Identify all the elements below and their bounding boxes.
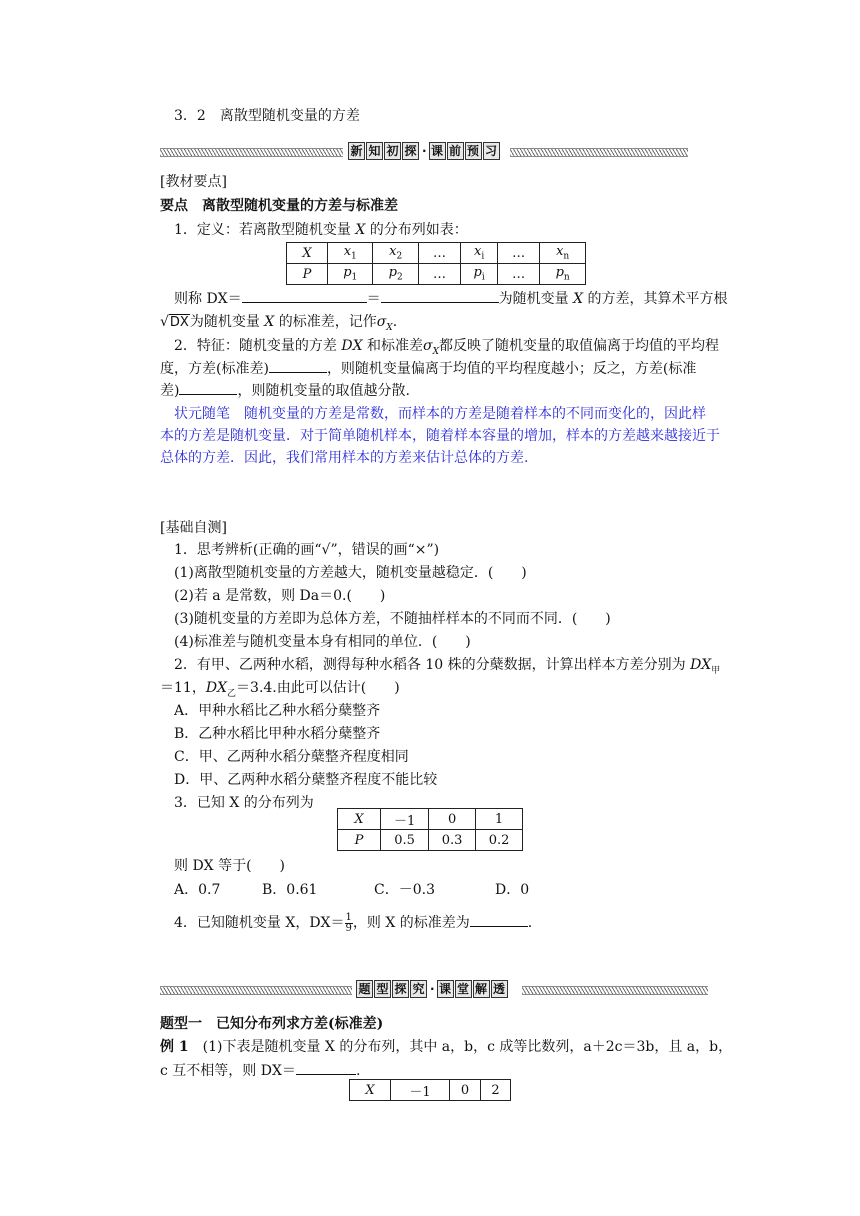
distribution-table-q3 <box>337 808 523 851</box>
badge-char: 习 <box>483 142 500 160</box>
question-1-item: (4)标准差与随机变量本身有相同的单位．( ) <box>174 634 471 650</box>
badge-char: 题 <box>356 980 373 998</box>
question-2-line-2: ＝11，$DX_乙=3.4$.由此可以估计( ) <box>160 680 400 699</box>
banner-badge: 新 知 初 探 · 课 前 预 习 <box>348 142 501 160</box>
question-2-option: A．甲种水稻比乙种水稻分蘖整齐 <box>174 703 381 719</box>
definition-line: 1．定义：若离散型随机变量 X 的分布列如表： <box>174 222 468 238</box>
banner-hatch-right <box>510 148 688 157</box>
badge-char: 课 <box>429 142 446 160</box>
std-definition-line: √DX为随机变量 X 的标准差，记作$\sigma_X$. <box>160 314 398 333</box>
question-2-option: C．甲、乙两种水稻分蘖整齐程度相同 <box>174 749 409 765</box>
section-title: 3．2 离散型随机变量的方差 <box>174 108 360 124</box>
table-row: X $x_1$ $x_2$ … $x_i$ … $x_n$ <box>287 243 586 264</box>
badge-char: 前 <box>447 142 464 160</box>
feature-line-2: 度，方差(标准差) ，则随机变量偏离于均值的平均程度越小；反之，方差(标准 <box>160 358 696 379</box>
question-3-line: 3．已知 X 的分布列为 <box>174 795 314 811</box>
table-row: P 0.5 0.3 0.2 <box>338 830 523 851</box>
fraction: $\frac{1}{9}$ <box>345 911 352 934</box>
question-3-option: B．0.61 <box>262 882 318 898</box>
banner-hatch-right <box>522 986 708 995</box>
section-banner-preview <box>160 144 690 160</box>
badge-char: 探 <box>402 142 419 160</box>
badge-char: 究 <box>410 980 427 998</box>
note-line-1: 状元随笔 随机变量的方差是常数，而样本的方差是随着样本的不同而变化的，因此样 <box>174 406 706 422</box>
self-test-label: [基础自测] <box>160 520 227 536</box>
badge-char: 型 <box>374 980 391 998</box>
section-banner-explore <box>160 982 708 998</box>
question-3-option: A．0.7 <box>174 882 221 898</box>
variance-definition-line: 则称 DX＝ ＝ 为随机变量 X 的方差，其算术平方根 <box>174 288 728 309</box>
note-line-2: 本的方差是随机变量．对于简单随机样本，随着样本容量的增加，样本的方差越来越接近于 <box>160 428 720 444</box>
table-row: P $p_1$ $p_2$ … $p_i$ … $p_n$ <box>287 264 586 285</box>
question-1-title: 1．思考辨析(正确的画“√”，错误的画“×”) <box>174 542 440 558</box>
badge-char: 预 <box>465 142 482 160</box>
feature-line-3: 差) ，则随机变量的取值越分散. <box>160 380 410 401</box>
badge-char: 初 <box>384 142 401 160</box>
question-1-item: (3)随机变量的方差即为总体方差，不随抽样样本的不同而不同．( ) <box>174 611 611 627</box>
badge-char: 新 <box>348 142 365 160</box>
badge-char: 知 <box>366 142 383 160</box>
question-1-item: (1)离散型随机变量的方差越大，随机变量越稳定．( ) <box>174 565 527 581</box>
table-row: X －1 0 1 <box>338 809 523 830</box>
textbook-points-label: [教材要点] <box>160 174 227 190</box>
key-point-heading: 要点 离散型随机变量的方差与标准差 <box>160 198 398 214</box>
question-1-item: (2)若 a 是常数，则 Da＝0.( ) <box>174 588 386 604</box>
badge-char: 堂 <box>455 980 472 998</box>
distribution-table-example-1 <box>349 1079 511 1101</box>
question-2-option: B．乙种水稻比甲种水稻分蘖整齐 <box>174 726 381 742</box>
distribution-table-general <box>286 242 586 285</box>
badge-char: 透 <box>491 980 508 998</box>
type-1-heading: 题型一 已知分布列求方差(标准差) <box>160 1016 384 1032</box>
sqrt-dx: √DX <box>160 314 189 330</box>
question-2-option: D．甲、乙两种水稻分蘖整齐程度不能比较 <box>174 772 438 788</box>
question-4-line: 4．已知随机变量 X，DX＝ $\frac{1}{9}$ ，则 X 的标准差为 . <box>174 911 533 934</box>
example-1-line-2: c 互不相等，则 DX＝ . <box>160 1060 360 1081</box>
banner-hatch-left <box>160 986 352 995</box>
example-1-line-1: 例 1 (1)下表是随机变量 X 的分布列，其中 a，b，c 成等比数列，a＋2c＝3b，且 a，b， <box>160 1039 733 1055</box>
question-2-line-1: 2．有甲、乙两种水稻，测得每种水稻各 10 株的分蘖数据，计算出样本方差分别为 $DX_甲$ <box>174 657 721 676</box>
question-3-option: D．0 <box>495 882 530 898</box>
badge-char: 课 <box>437 980 454 998</box>
feature-line-1: 2．特征：随机变量的方差 DX 和标准差$\sigma_X$都反映了随机变量的取值偏离于均值的平均程 <box>174 338 720 357</box>
question-3-option: C．－0.3 <box>374 882 435 898</box>
badge-char: 探 <box>392 980 409 998</box>
table-row: X －1 0 2 <box>350 1080 511 1101</box>
banner-badge: 题 型 探 究 · 课 堂 解 透 <box>356 980 509 998</box>
note-line-3: 总体的方差．因此，我们常用样本的方差来估计总体的方差. <box>160 450 529 466</box>
badge-char: 解 <box>473 980 490 998</box>
banner-hatch-left <box>160 148 343 157</box>
question-3-then: 则 DX 等于( ) <box>174 858 286 874</box>
